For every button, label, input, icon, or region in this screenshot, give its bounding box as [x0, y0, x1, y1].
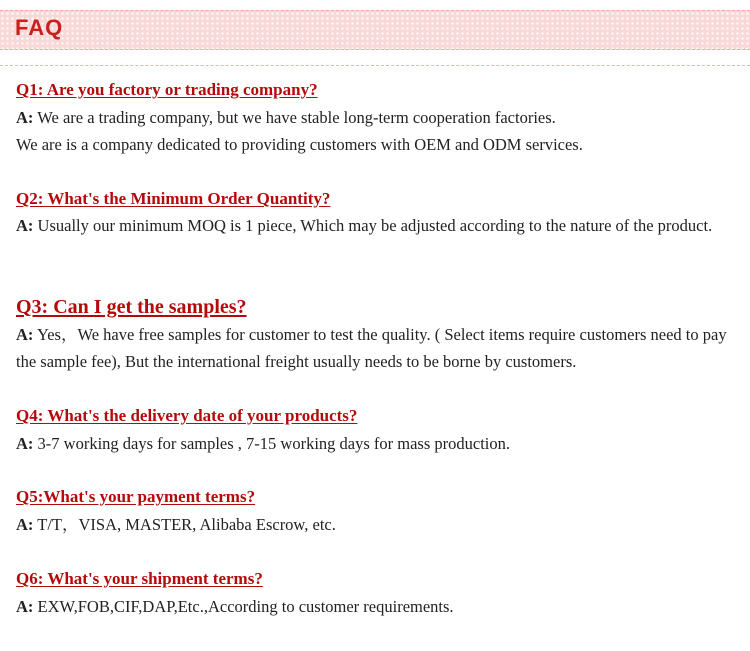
answer-prefix: A:: [16, 325, 34, 344]
answer-line: EXW,FOB,CIF,DAP,Etc.,According to customer requirements.: [37, 597, 454, 616]
answer-line: Yes，We have free samples for customer to test the quality. ( Select items require customers need to pay the sample fee), But the international freight usually needs to be borne by customers.: [16, 325, 727, 371]
answer-line: 3-7 working days for samples , 7-15 working days for mass production.: [37, 434, 511, 453]
answer-line: We are a trading company, but we have stable long-term cooperation factories.: [37, 108, 556, 127]
faq-question-3: Q3: Can I get the samples?: [16, 296, 247, 318]
answer-line: Usually our minimum MOQ is 1 piece, Which may be adjusted according to the nature of the product.: [37, 216, 713, 235]
faq-question-4: Q4: What's the delivery date of your products?: [16, 406, 358, 425]
divider: [0, 65, 750, 66]
answer-prefix: A:: [16, 434, 34, 453]
answer-line: We are is a company dedicated to providing customers with OEM and ODM services.: [16, 135, 583, 154]
faq-question-5: Q5:What's your payment terms?: [16, 487, 256, 506]
answer-prefix: A:: [16, 108, 34, 127]
faq-answer-2: [16, 212, 736, 239]
answer-line: T/T，VISA, MASTER, Alibaba Escrow, etc.: [37, 515, 336, 534]
faq-question-2: Q2: What's the Minimum Order Quantity?: [16, 189, 331, 208]
faq-answer-1: [16, 104, 736, 158]
faq-answer-4: [16, 430, 736, 457]
answer-prefix: A:: [16, 216, 34, 235]
faq-title: FAQ: [15, 15, 64, 40]
faq-answer-6: [16, 593, 736, 620]
faq-answer-5: [16, 511, 736, 538]
faq-question-1: Q1: Are you factory or trading company?: [16, 80, 318, 99]
faq-banner: [0, 10, 750, 50]
answer-prefix: A:: [16, 515, 34, 534]
faq-answer-3: [16, 321, 736, 375]
answer-prefix: A:: [16, 597, 34, 616]
faq-question-6: Q6: What's your shipment terms?: [16, 569, 263, 588]
